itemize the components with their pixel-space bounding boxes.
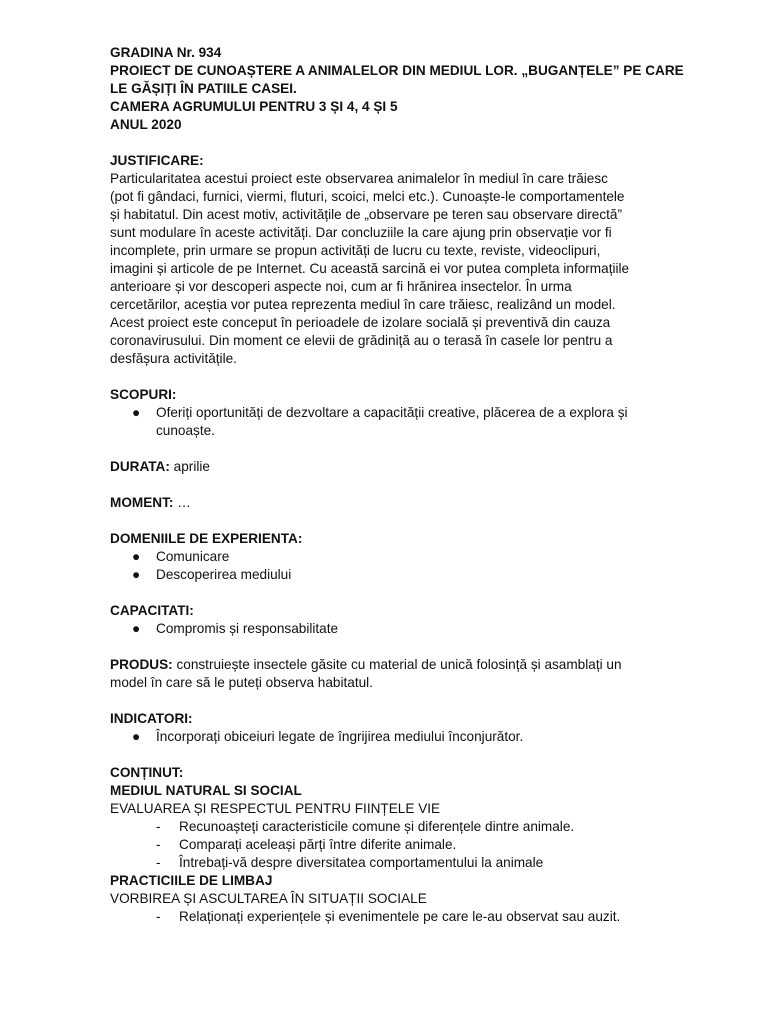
capacities-list	[110, 620, 670, 638]
list-item	[110, 728, 670, 746]
year-line: ANUL 2020	[110, 117, 182, 132]
list-item	[110, 566, 670, 584]
dash-icon: -	[156, 819, 161, 834]
paragraph-line: incomplete, prin urmare se propun activități de lucru cu texte, reviste, videoclipuri,	[110, 243, 601, 258]
list-item-text: Întrebați-vă despre diversitatea comportamentului la animale	[179, 855, 544, 870]
project-title-line-1: PROIECT DE CUNOAȘTERE A ANIMALELOR DIN MEDIUL LOR. „BUGANȚELE” PE CARE	[110, 63, 684, 78]
moment-line	[110, 494, 670, 512]
moment-value: …	[173, 495, 191, 510]
content-heading: CONȚINUT:	[110, 765, 184, 780]
duration-label: DURATA:	[110, 459, 170, 474]
section-title: PRACTICIILE DE LIMBAJ	[110, 873, 273, 888]
product-label: PRODUS:	[110, 657, 173, 672]
justification-heading: JUSTIFICARE:	[110, 153, 204, 168]
list-item	[110, 548, 670, 566]
goal-text-line-1: Oferiți oportunități de dezvoltare a capacității creative, plăcerea de a explora și	[156, 405, 628, 420]
dash-icon: -	[156, 855, 161, 870]
list-item-text: Recunoașteți caracteristicile comune și diferențele dintre animale.	[179, 819, 575, 834]
product-line-1	[110, 656, 670, 674]
duration-value: aprilie	[169, 459, 210, 474]
goals-heading: SCOPURI:	[110, 387, 177, 402]
paragraph-line: desfășura activitățile.	[110, 351, 237, 366]
list-item	[110, 404, 670, 440]
section-subtitle: EVALUAREA ȘI RESPECTUL PENTRU FIINȚELE VIE	[110, 801, 441, 816]
section-2-list	[110, 908, 670, 926]
justification-paragraph	[110, 170, 670, 368]
domains-heading: DOMENIILE DE EXPERIENTA:	[110, 531, 303, 546]
bullet-icon: ●	[132, 621, 141, 636]
paragraph-line: și habitatul. Din acest motiv, activitățile de „observare pe teren sau observare directă”	[110, 207, 623, 222]
document-page	[110, 44, 684, 926]
indicators-list	[110, 728, 670, 746]
list-item	[110, 908, 670, 926]
paragraph-line: imagini și articole de pe Internet. Cu această sarcină ei vor putea completa informațiile	[110, 261, 630, 276]
bullet-icon: ●	[132, 405, 141, 420]
paragraph-line: sunt modulare în aceste activități. Dar concluziile la care ajung prin observație vor fi	[110, 225, 612, 240]
list-item	[110, 818, 670, 836]
paragraph-line: Particularitatea acestui proiect este observarea animalelor în mediul în care trăiesc	[110, 171, 608, 186]
list-item-text: Relaționați experiențele și evenimentele pe care le-au observat sau auzit.	[179, 909, 621, 924]
domains-list	[110, 548, 670, 584]
classroom-line: CAMERA AGRUMULUI PENTRU 3 ȘI 4, 4 ȘI 5	[110, 99, 398, 114]
product-text: construiește insectele găsite cu material de unică folosință și asamblați un	[172, 657, 622, 672]
section-title: MEDIUL NATURAL SI SOCIAL	[110, 783, 302, 798]
kindergarten-number: GRADINA Nr. 934	[110, 45, 222, 60]
bullet-icon: ●	[132, 549, 141, 564]
paragraph-line: anterioare și vor descoperi aspecte noi, cum ar fi hrănirea insectelor. În urma	[110, 279, 572, 294]
list-item	[110, 854, 670, 872]
paragraph-line: Acest proiect este conceput în perioadele de izolare socială și preventivă din cauza	[110, 315, 611, 330]
capacities-heading: CAPACITATI:	[110, 603, 194, 618]
indicators-heading: INDICATORI:	[110, 711, 193, 726]
list-item-text: Compromis și responsabilitate	[156, 621, 339, 636]
product-line-2: model în care să le puteți observa habitatul.	[110, 675, 373, 690]
bullet-icon: ●	[132, 729, 141, 744]
goals-list	[110, 404, 670, 440]
paragraph-line: coronavirusului. Din moment ce elevii de grădiniță au o terasă în casele lor pentru a	[110, 333, 613, 348]
section-subtitle: VORBIREA ȘI ASCULTAREA ÎN SITUAȚII SOCIALE	[110, 891, 427, 906]
list-item-text: Descoperirea mediului	[156, 567, 292, 582]
goal-text-line-2: cunoaște.	[156, 423, 215, 438]
paragraph-line: cercetărilor, aceștia vor putea reprezenta mediul în care trăiesc, realizând un model.	[110, 297, 616, 312]
moment-label: MOMENT:	[110, 495, 174, 510]
paragraph-line: (pot fi gândaci, furnici, viermi, fluturi, scoici, melci etc.). Cunoaște-le comportamentele	[110, 189, 625, 204]
dash-icon: -	[156, 909, 161, 924]
duration-line	[110, 458, 670, 476]
dash-icon: -	[156, 837, 161, 852]
bullet-icon: ●	[132, 567, 141, 582]
list-item-text: Încorporați obiceiuri legate de îngrijirea mediului înconjurător.	[156, 729, 524, 744]
section-1-list	[110, 818, 670, 872]
list-item-text: Comparați aceleași părți între diferite animale.	[179, 837, 457, 852]
list-item	[110, 836, 670, 854]
project-title-line-2: LE GĂȘIȚI ÎN PATIILE CASEI.	[110, 81, 297, 96]
list-item-text: Comunicare	[156, 549, 230, 564]
list-item	[110, 620, 670, 638]
